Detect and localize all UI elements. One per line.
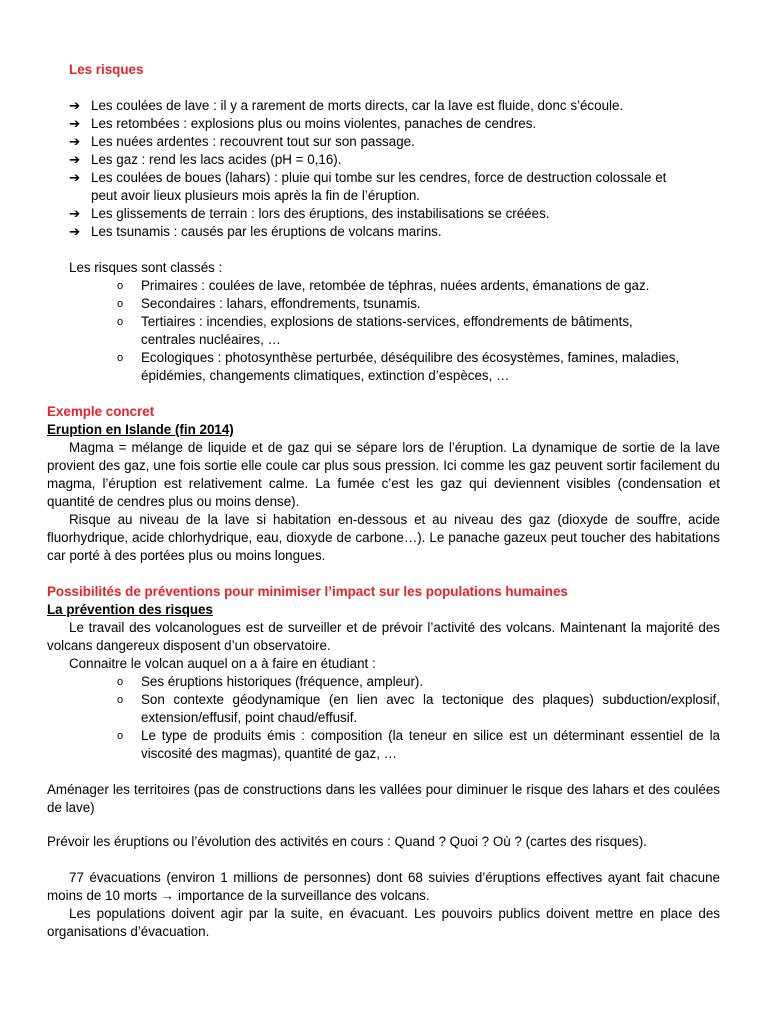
risk-item: ➔ Les glissements de terrain : lors des éruptions, des instabilisations se créées. [69,206,550,221]
class-item: Ecologiques : photosynthèse perturbée, déséquilibre des écosystèmes, famines, maladies, [141,350,680,365]
bullet-icon: o [117,298,124,310]
classes-intro: Les risques sont classés : [69,260,223,275]
arrow-right-icon: ➔ [69,152,81,167]
risk-item: ➔ Les tsunamis : causés par les éruptions de volcans marins. [69,224,442,239]
arrow-right-icon: ➔ [69,134,81,149]
class-item-continuation: épidémies, changements climatiques, extinction d’espèces, … [141,368,510,383]
class-item-continuation: centrales nucléaires, … [141,332,281,347]
section-title-risques: Les risques [69,62,144,77]
arrow-right-icon: ➔ [69,224,81,239]
section-title-prevention: Possibilités de préventions pour minimiser l’impact sur les populations humaines [47,584,568,599]
paragraph-magma: Magma = mélange de liquide et de gaz qui se sépare lors de l’éruption. La dynamique de sortie de la lave provient des gaz, une fois sortie elle coule car plus sous pression. Ici comme les gaz peuvent sortir facilement du magma, l’éruption est relativement calme. La fumée c’est les gaz qui deviennent visibles (condensation et quantité de cendres plus ou moins dense). [47,440,720,509]
study-item-continuation: viscosité des magmas), quantité de gaz, … [141,746,398,761]
paragraph-evacuations: 77 évacuations (environ 1 millions de personnes) dont 68 suivies d’éruptions effectives ayant fait chacune moins de 10 morts → importance de la surveillance des volcans. [47,870,720,903]
risk-item-continuation: peut avoir lieux plusieurs mois après la fin de l’éruption. [91,188,420,203]
class-item: Secondaires : lahars, effondrements, tsunamis. [141,296,421,311]
risk-item: ➔ Les coulées de lave : il y a rarement de morts directs, car la lave est fluide, donc s’écoule. [69,98,624,113]
bullet-icon: o [117,676,124,688]
study-item: Son contexte géodynamique (en lien avec la tectonique des plaques) subduction/explosif, [141,692,720,707]
bullet-icon: o [117,280,124,292]
paragraph-amenager: Aménager les territoires (pas de constructions dans les vallées pour diminuer le risque des lahars et des coulées de lave) [47,782,720,815]
study-item-continuation: extension/effusif, point chaud/effusif. [141,710,358,725]
risk-item: ➔ Les coulées de boues (lahars) : pluie qui tombe sur les cendres, force de destruction colossale et [69,170,667,185]
paragraph-prevoir: Prévoir les éruptions ou l’évolution des activités en cours : Quand ? Quoi ? Où ? (cartes des risques). [47,834,647,849]
bullet-icon: o [117,730,124,742]
bullet-icon: o [117,352,124,364]
study-item: Le type de produits émis : composition (la teneur en silice est un déterminant essentiel de la [141,728,720,743]
bullet-icon: o [117,694,124,706]
risk-item: ➔ Les nuées ardentes : recouvrent tout sur son passage. [69,134,415,149]
risk-item: ➔ Les retombées : explosions plus ou moins violentes, panaches de cendres. [69,116,537,131]
class-item: Tertiaires : incendies, explosions de stations-services, effondrements de bâtiments, [141,314,633,329]
subtitle-prevention: La prévention des risques [47,602,213,617]
section-title-exemple: Exemple concret [47,404,155,419]
arrow-right-icon: ➔ [69,98,81,113]
subtitle-eruption: Eruption en Islande (fin 2014) [47,422,234,437]
arrow-right-icon: ➔ [69,116,81,131]
study-item: Ses éruptions historiques (fréquence, ampleur). [141,674,424,689]
bullet-icon: o [117,316,124,328]
arrow-right-icon: ➔ [69,170,81,185]
class-item: Primaires : coulées de lave, retombée de téphras, nuées ardents, émanations de gaz. [141,278,650,293]
paragraph-volcanologues: Le travail des volcanologues est de surveiller et de prévoir l’activité des volcans. Maintenant la majorité des volcans dangereux disposent d’un observatoire. [47,620,720,653]
risk-item: ➔ Les gaz : rend les lacs acides (pH = 0,16). [69,152,342,167]
arrow-right-icon: ➔ [69,206,81,221]
connaitre-intro: Connaitre le volcan auquel on a à faire en étudiant : [69,656,376,671]
paragraph-risque: Risque au niveau de la lave si habitation en-dessous et au niveau des gaz (dioxyde de souffre, acide fluorhydrique, acide chlorhydrique, eau, dioxyde de carbone…). Le panache gazeux peut toucher des habitations car porté à des portées plus ou moins longues. [47,512,720,563]
paragraph-populations: Les populations doivent agir par la suite, en évacuant. Les pouvoirs publics doivent mettre en place des organisations d’évacuation. [47,906,720,939]
